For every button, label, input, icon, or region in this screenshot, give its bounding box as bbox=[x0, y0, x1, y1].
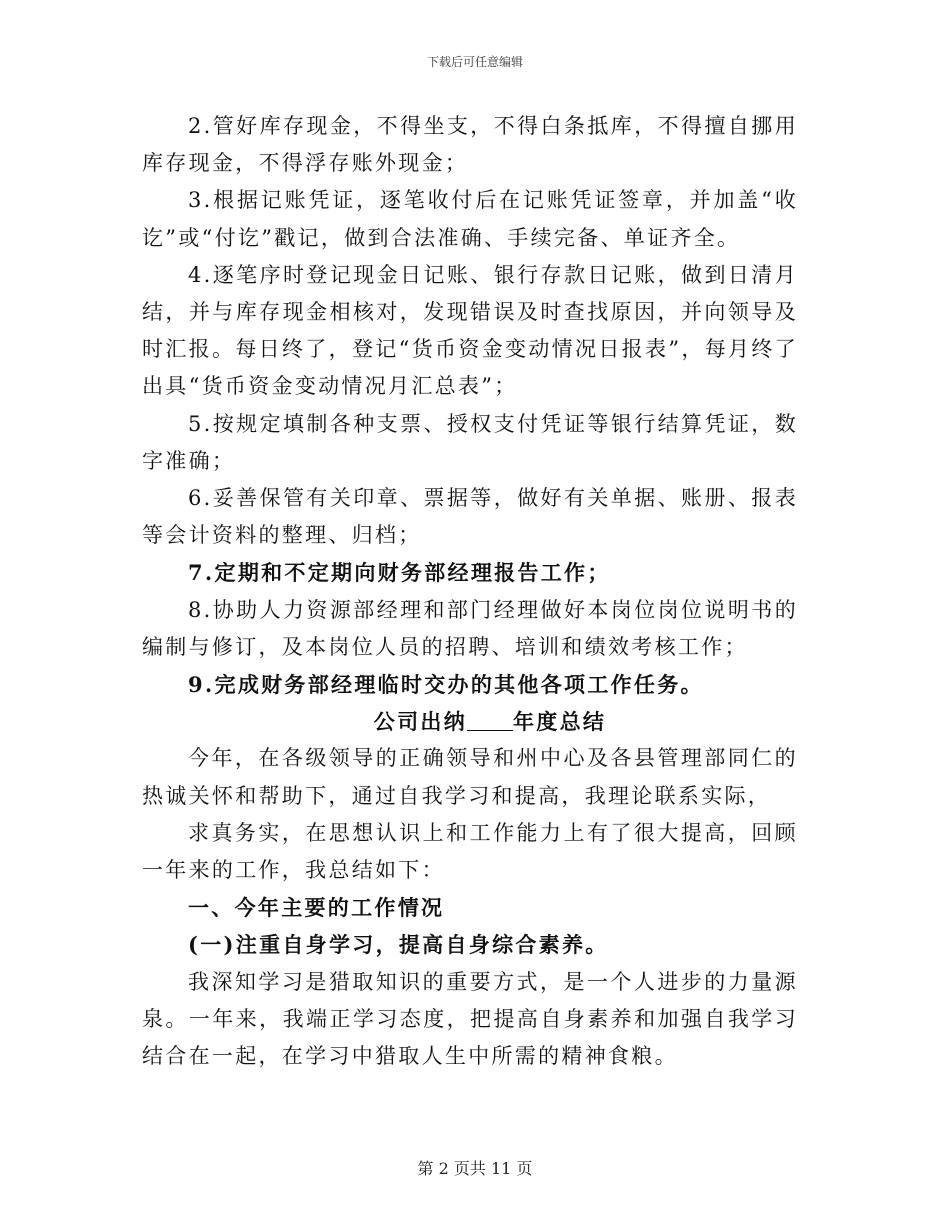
document-body bbox=[142, 108, 798, 1075]
duty-item-9: 9.完成财务部经理临时交办的其他各项工作任务。 bbox=[188, 672, 704, 698]
title-blank bbox=[467, 709, 513, 731]
duty-item-8: 8.协助人力资源部经理和部门经理做好本岗位岗位说明书的编制与修订，及本岗位人员的招聘、培训和绩效考核工作； bbox=[142, 597, 798, 659]
duty-item-2: 2.管好库存现金，不得坐支，不得白条抵库，不得擅自挪用库存现金，不得浮存账外现金； bbox=[142, 114, 798, 176]
duty-item-5: 5.按规定填制各种支票、授权支付凭证等银行结算凭证，数字准确； bbox=[142, 411, 798, 473]
subsection-heading-1: (一)注重自身学习，提高自身综合素养。 bbox=[188, 932, 609, 958]
page-footer: 第 2 页共 11 页 bbox=[417, 1159, 533, 1178]
duty-item-4: 4.逐笔序时登记现金日记账、银行存款日记账，做到日清月结，并与库存现金相核对，发现错误及时查找原因，并向领导及时汇报。每日终了，登记“货币资金变动情况日报表”，每月终了出具“货币资金变动情况月汇总表”； bbox=[142, 262, 798, 399]
section-title bbox=[142, 703, 798, 740]
title-suffix: 年度总结 bbox=[513, 709, 607, 735]
intro-paragraph-1: 今年，在各级领导的正确领导和州中心及各县管理部同仁的热诚关怀和帮助下，通过自我学习和提高，我理论联系实际， bbox=[142, 746, 798, 808]
duty-item-7: 7.定期和不定期向财务部经理报告工作； bbox=[188, 560, 611, 586]
page-header: 下载后可任意编辑 bbox=[426, 55, 523, 69]
body-paragraph-1: 我深知学习是猎取知识的重要方式，是一个人进步的力量源泉。一年来，我端正学习态度，把提高自身素养和加强自我学习结合在一起，在学习中猎取人生中所需的精神食粮。 bbox=[142, 969, 798, 1069]
duty-item-6: 6.妥善保管有关印章、票据等，做好有关单据、账册、报表等会计资料的整理、归档； bbox=[142, 486, 798, 548]
duty-item-3: 3.根据记账凭证，逐笔收付后在记账凭证签章，并加盖“收讫”或“付讫”戳记，做到合法准确、手续完备、单证齐全。 bbox=[142, 188, 798, 250]
section-heading-1: 一、今年主要的工作情况 bbox=[188, 895, 445, 921]
title-prefix: 公司出纳 bbox=[373, 709, 467, 735]
intro-paragraph-2: 求真务实，在思想认识上和工作能力上有了很大提高，回顾一年来的工作，我总结如下： bbox=[142, 820, 798, 883]
